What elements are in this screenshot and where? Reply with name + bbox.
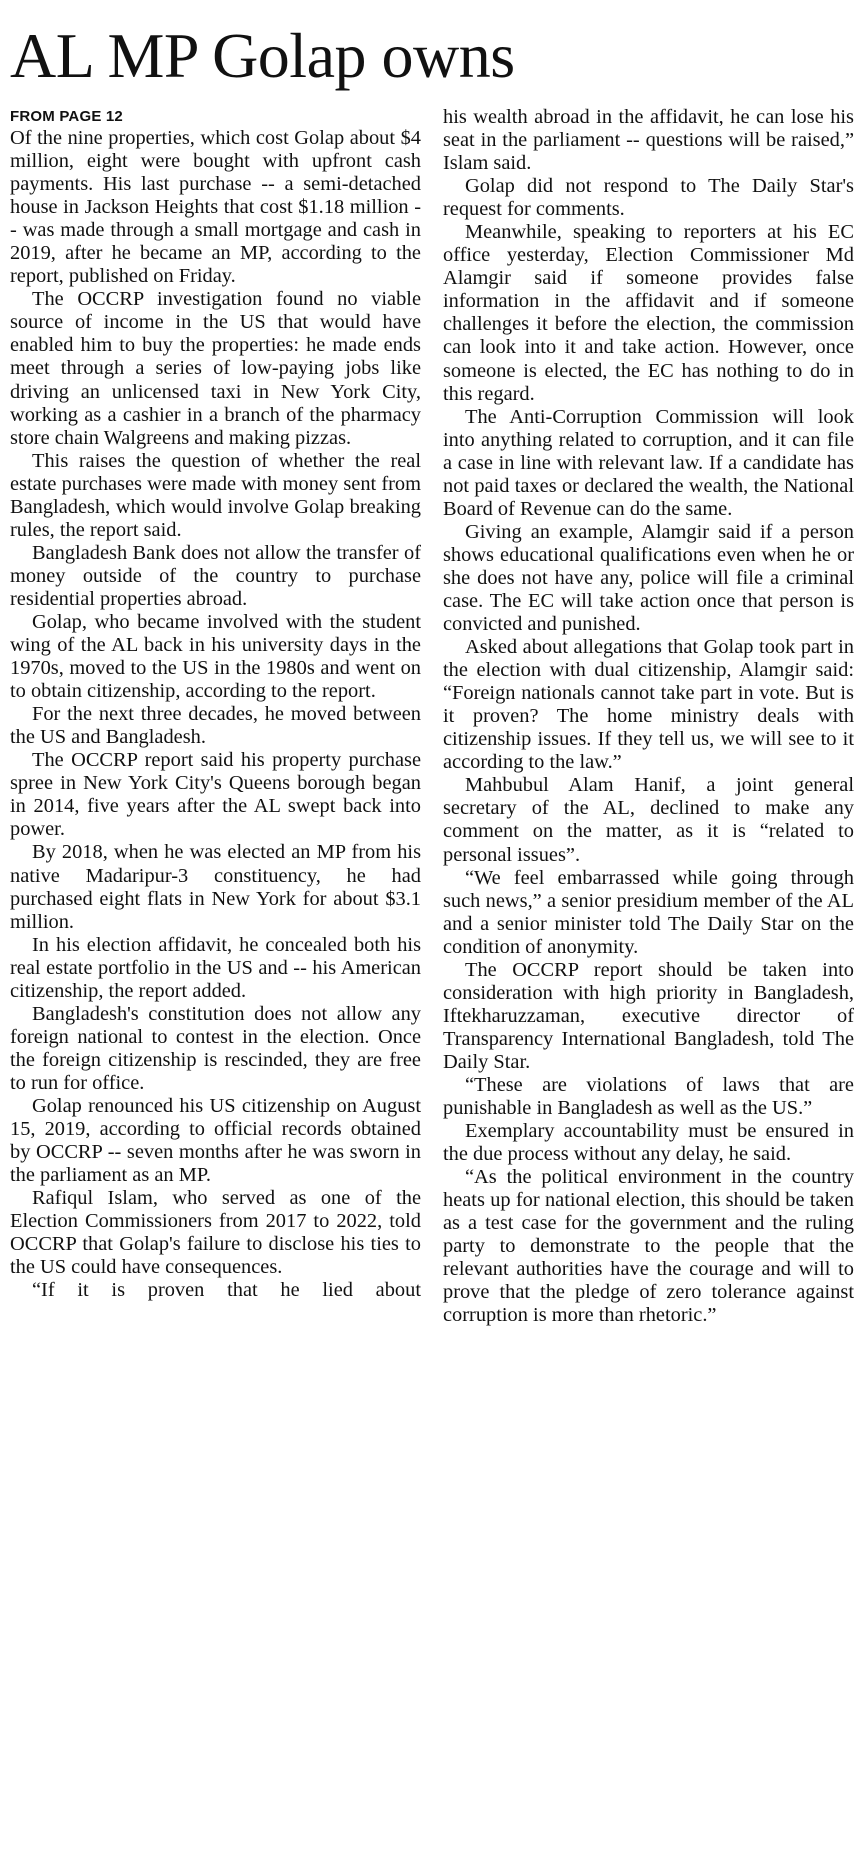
paragraph: Rafiqul Islam, who served as one of the Election Commissioners from 2017 to 2022, told OCCRP that Golap's failure to disclose his ties to the US could have consequences. — [10, 1187, 421, 1279]
article-column-left — [10, 106, 421, 1856]
paragraph: By 2018, when he was elected an MP from his native Madaripur-3 constituency, he had purchased eight flats in New York for about $3.1 million. — [10, 841, 421, 933]
paragraph: The OCCRP report said his property purchase spree in New York City's Queens borough began in 2014, five years after the AL swept back into power. — [10, 749, 421, 841]
paragraph: Golap renounced his US citizenship on August 15, 2019, according to official records obtained by OCCRP -- seven months after he was sworn in the parliament as an MP. — [10, 1094, 421, 1187]
paragraph: Bangladesh Bank does not allow the transfer of money outside of the country to purchase residential properties abroad. — [10, 541, 421, 610]
paragraph: “If it is proven that he lied about — [32, 1279, 421, 1302]
paragraph: “As the political environment in the country heats up for national election, this should be taken as a test case for the government and the ruling party to demonstrate to the people that the relevant authorities have the courage and will to prove that the pledge of zero tolerance against corruption is more than rhetoric.” — [443, 1166, 854, 1327]
paragraph: Meanwhile, speaking to reporters at his EC office yesterday, Election Commissioner Md Alamgir said if someone provides false information in the affidavit and if someone challenges it before the election, the commission can look into it and take action. However, once someone is elected, the EC has nothing to do in this regard. — [443, 221, 854, 405]
paragraph: Bangladesh's constitution does not allow any foreign national to contest in the election. Once the foreign citizenship is rescinded, they are free to run for office. — [10, 1002, 421, 1094]
paragraph: his wealth abroad in the affidavit, he can lose his seat in the parliament -- questions will be raised,” Islam said. — [443, 106, 854, 175]
paragraph: Exemplary accountability must be ensured in the due process without any delay, he said. — [443, 1120, 854, 1166]
paragraph: Golap, who became involved with the student wing of the AL back in his university days in the 1970s, moved to the US in the 1980s and went on to obtain citizenship, according to the report. — [10, 610, 421, 703]
paragraph: “We feel embarrassed while going through such news,” a senior presidium member of the AL and a senior minister told The Daily Star on the condition of anonymity. — [443, 866, 854, 958]
headline: AL MP Golap owns — [10, 20, 515, 91]
article-column-right — [443, 106, 854, 1856]
paragraph: In his election affidavit, he concealed both his real estate portfolio in the US and -- his American citizenship, the report added. — [10, 933, 421, 1002]
paragraph: The OCCRP investigation found no viable source of income in the US that would have enabled him to buy the properties: he made ends meet through a series of low-paying jobs like driving an unlicensed taxi in New York City, working as a cashier in a branch of the pharmacy store chain Walgreens and making pizzas. — [10, 288, 421, 449]
paragraph: Golap did not respond to The Daily Star's request for comments. — [443, 175, 854, 221]
paragraph: “These are violations of laws that are punishable in Bangladesh as well as the US.” — [443, 1073, 854, 1120]
paragraph: For the next three decades, he moved between the US and Bangladesh. — [10, 703, 421, 749]
paragraph: Mahbubul Alam Hanif, a joint general secretary of the AL, declined to make any comment on the matter, as it is “related to personal issues”. — [443, 774, 854, 866]
paragraph: Giving an example, Alamgir said if a person shows educational qualifications even when he or she does not have any, police will file a criminal case. The EC will take action once that person is convicted and punished. — [443, 520, 854, 636]
paragraph: This raises the question of whether the real estate purchases were made with money sent from Bangladesh, which would involve Golap breaking rules, the report said. — [10, 449, 421, 541]
paragraph: Of the nine properties, which cost Golap about $4 million, eight were bought with upfront cash payments. His last purchase -- a semi-detached house in Jackson Heights that cost $1.18 million -- was made through a small mortgage and cash in 2019, after he became an MP, according to the report, published on Friday. — [10, 127, 421, 288]
paragraph: The Anti-Corruption Commission will look into anything related to corruption, and it can file a case in line with relevant law. If a candidate has not paid taxes or declared the wealth, the National Board of Revenue can do the same. — [443, 405, 854, 520]
dateline: FROM PAGE 12 — [10, 108, 123, 125]
paragraph: Asked about allegations that Golap took part in the election with dual citizenship, Alamgir said: “Foreign nationals cannot take part in vote. But is it proven? The home ministry deals with citizenship issues. If they tell us, we will see to it according to the law.” — [443, 636, 854, 774]
paragraph: The OCCRP report should be taken into consideration with high priority in Bangladesh, Iftekharuzzaman, executive director of Transparency International Bangladesh, told The Daily Star. — [443, 958, 854, 1073]
